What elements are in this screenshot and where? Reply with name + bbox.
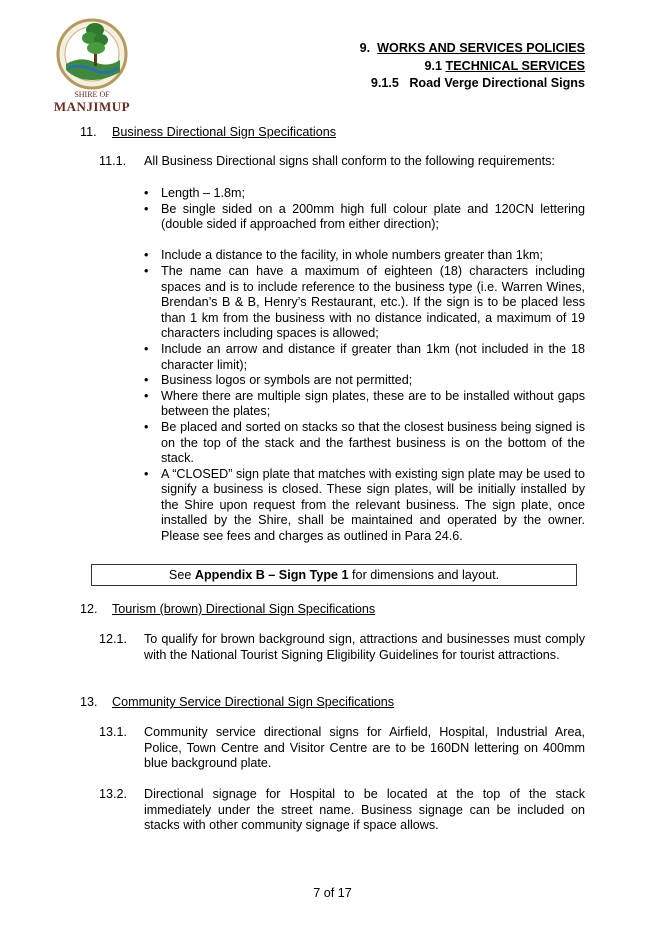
list-item: • Where there are multiple sign plates, these are to be installed without gaps between the plates; bbox=[144, 389, 585, 420]
page-number: 7 of 17 bbox=[313, 886, 352, 900]
requirements-list bbox=[144, 186, 585, 545]
paragraph-text: Directional signage for Hospital to be located at the top of the stack immediately under the street name. Business signage can be included on stacks with other community signage if space allows. bbox=[144, 787, 585, 832]
appendix-note-box bbox=[91, 564, 577, 586]
paragraph-number: 13.1. bbox=[99, 725, 128, 739]
list-item: • Length – 1.8m; bbox=[144, 186, 585, 202]
header-subsection bbox=[424, 58, 585, 74]
section-13-heading bbox=[80, 694, 394, 710]
paragraph-number: 12.1. bbox=[99, 632, 128, 646]
list-item: • Business logos or symbols are not permitted; bbox=[144, 373, 585, 389]
paragraph-13-1 bbox=[99, 725, 585, 772]
list-item: • Be placed and sorted on stacks so that the closest business being signed is on the top of the stack and the farthest business is on the bottom of the stack. bbox=[144, 420, 585, 467]
section-11-heading bbox=[80, 124, 336, 140]
appendix-note-post: for dimensions and layout. bbox=[348, 568, 500, 582]
section-12-heading bbox=[80, 601, 375, 617]
section-title: Business Directional Sign Specifications bbox=[112, 125, 337, 139]
header-section-title: WORKS AND SERVICES POLICIES bbox=[377, 41, 585, 55]
header-subsection-title: TECHNICAL SERVICES bbox=[445, 59, 585, 73]
shire-logo bbox=[50, 14, 134, 116]
paragraph-12-1 bbox=[99, 632, 585, 663]
logo-text-line1: SHIRE OF bbox=[74, 90, 110, 99]
paragraph-13-2 bbox=[99, 787, 585, 834]
header-subsection-num: 9.1 bbox=[424, 59, 442, 73]
list-item: • Include an arrow and distance if greater than 1km (not included in the 18 character limit); bbox=[144, 342, 585, 373]
appendix-note-pre: See bbox=[168, 568, 195, 582]
logo-text-line2: MANJIMUP bbox=[53, 99, 131, 114]
list-item: • Include a distance to the facility, in whole numbers greater than 1km; bbox=[144, 248, 585, 264]
appendix-reference: Appendix B – Sign Type 1 bbox=[194, 568, 349, 582]
paragraph-text: Community service directional signs for Airfield, Hospital, Industrial Area, Police, Town Centre and Visitor Centre are to be 160DN lettering on 400mm blue background plate. bbox=[144, 725, 585, 770]
section-title: Community Service Directional Sign Specifications bbox=[112, 695, 395, 709]
paragraph-text: All Business Directional signs shall conform to the following requirements: bbox=[144, 154, 555, 168]
paragraph-number: 13.2. bbox=[99, 787, 128, 801]
section-number: 11. bbox=[80, 125, 97, 139]
list-item: • Be single sided on a 200mm high full colour plate and 120CN lettering (double sided if approached from either direction); bbox=[144, 202, 585, 233]
paragraph-11-1 bbox=[99, 154, 585, 170]
section-number: 12. bbox=[80, 602, 98, 616]
paragraph-text: To qualify for brown background sign, attractions and businesses must comply with the National Tourist Signing Eligibility Guidelines for tourist attractions. bbox=[144, 632, 585, 662]
header-item: 9.1.5 Road Verge Directional Signs bbox=[370, 76, 585, 90]
paragraph-number: 11.1. bbox=[99, 154, 127, 168]
section-number: 13. bbox=[80, 695, 98, 709]
header-section-num: 9. bbox=[359, 41, 371, 55]
header-section bbox=[360, 40, 585, 56]
list-item: • A “CLOSED” sign plate that matches with existing sign plate may be used to signify a business is closed. These sign plates, will be initially installed by the Shire upon request from the relevant business. The sign plate, once installed by the Shire, shall be maintained and operated by the owner. Please see fees and charges as outlined in Para 24.6. bbox=[144, 467, 585, 545]
list-item: • The name can have a maximum of eighteen (18) characters including spaces and is to include reference to the business type (i.e. Warren Wines, Brendan’s B & B, Henry’s Restaurant, etc.). If the sign is to be placed less than 1 km from the business with no distance indicated, a maximum of 19 characters including spaces is allowed; bbox=[144, 264, 585, 342]
section-title: Tourism (brown) Directional Sign Specifications bbox=[112, 602, 376, 616]
